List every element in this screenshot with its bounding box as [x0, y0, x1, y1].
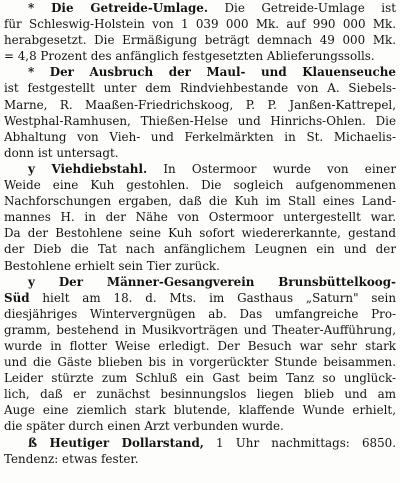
body-text: der Dieb die Tat nach anfänglichem Leugnen ein und der	[4, 242, 396, 257]
text-line	[4, 274, 396, 290]
body-text: donn ist untersagt.	[4, 145, 119, 160]
paragraph-dollarstand	[4, 435, 396, 467]
body-text: Westphal-Ramhusen, Thießen-Helse und Hinrichs-Ohlen. Die	[4, 113, 396, 128]
text-line	[4, 177, 396, 193]
text-line	[4, 241, 396, 257]
body-text: diesjähriges Wintervergnügen ab. Das umfangreiche Pro-	[4, 306, 396, 321]
text-line	[4, 338, 396, 354]
text-line	[4, 209, 396, 225]
body-text: Leider stürzte zum Schluß ein Gast beim Tanz so unglück-	[4, 371, 396, 386]
body-text: ist festgestellt unter dem Rindviehbestande von A. Siebels-	[4, 81, 396, 96]
text-line	[4, 80, 396, 96]
text-line	[4, 161, 396, 177]
text-line	[4, 145, 396, 161]
bold-heading: ß Heutiger Dollarstand,	[28, 435, 204, 450]
text-line	[4, 129, 396, 145]
body-text: Nachforschungen ergaben, daß die Kuh im Stall eines Land-	[4, 194, 396, 209]
body-text: Marne, R. Maaßen-Friedrichskoog, P. P. Janßen-Kattrepel,	[4, 97, 396, 112]
bold-heading: Süd	[4, 290, 30, 305]
text-line	[4, 418, 396, 434]
body-text: 1 Uhr nachmittags: 6850.	[203, 435, 396, 450]
text-line	[4, 402, 396, 418]
text-line	[4, 0, 396, 16]
paragraph-maul-und-klauenseuche	[4, 64, 396, 161]
text-line	[4, 97, 396, 113]
text-line	[4, 306, 396, 322]
body-text: = 4,8 Prozent des anfänglich festgesetzten Ablieferungssolls.	[4, 49, 375, 64]
text-line	[4, 225, 396, 241]
text-line	[4, 48, 396, 64]
body-text: für Schleswig-Holstein von 1 039 000 Mk. auf 990 000 Mk.	[4, 17, 396, 32]
text-line	[4, 32, 396, 48]
text-line	[4, 16, 396, 32]
text-line	[4, 451, 396, 467]
text-line	[4, 354, 396, 370]
body-text: gramm, bestehend in Musikvorträgen und Theater-Aufführung,	[4, 322, 396, 337]
body-text: Auge eine ziemlich stark blutende, klaffende Wunde erhielt,	[4, 403, 396, 418]
text-line	[4, 370, 396, 386]
paragraph-getreide-umlage	[4, 0, 396, 64]
bold-heading: y Viehdiebstahl.	[28, 161, 148, 176]
text-line	[4, 64, 396, 80]
text-line	[4, 322, 396, 338]
text-line	[4, 193, 396, 209]
body-text: mannes H. in der Nähe von Ostermoor untergestellt war.	[4, 210, 396, 225]
body-text: herabgesetzt. Die Ermäßigung beträgt demnach 49 000 Mk.	[4, 33, 396, 48]
bold-heading: * Die Getreide-Umlage.	[28, 1, 208, 15]
body-text: wurde in flotter Weise erledigt. Der Besuch war sehr stark	[4, 338, 396, 353]
body-text: Weide eine Kuh gestohlen. Die sogleich aufgenommenen	[4, 178, 396, 193]
body-text: lich, daß er zunächst besinnungslos liegen blieb und am	[4, 387, 396, 402]
body-text: Tendenz: etwas fester.	[4, 451, 139, 466]
text-line	[4, 113, 396, 129]
text-line	[4, 290, 396, 306]
body-text: In Ostermoor wurde von einer	[147, 161, 396, 176]
body-text: und die Gäste blieben bis in vorgerückter Stunde beisammen.	[4, 355, 396, 370]
text-line	[4, 258, 396, 274]
body-text: hielt am 18. d. Mts. im Gasthaus „Saturn" sein	[29, 290, 396, 305]
body-text: Bestohlene erhielt sein Tier zurück.	[4, 258, 220, 273]
paragraph-maennergesangverein	[4, 274, 396, 435]
text-line	[4, 435, 396, 451]
paragraph-viehdiebstahl	[4, 161, 396, 274]
body-text: Abhaltung von Vieh- und Ferkelmärkten in St. Michaelis-	[4, 129, 396, 144]
body-text: Da der Bestohlene seine Kuh sofort wiedererkannte, gestand	[4, 226, 396, 241]
bold-heading: y Der Männer-Gesangverein Brunsbüttelkoog-	[28, 274, 396, 289]
bold-heading: * Der Ausbruch der Maul- und Klauenseuche	[28, 65, 396, 80]
text-line	[4, 386, 396, 402]
body-text: Die Getreide-Umlage ist	[207, 1, 396, 15]
body-text: die später durch einen Arzt verbunden wurde.	[4, 419, 284, 434]
